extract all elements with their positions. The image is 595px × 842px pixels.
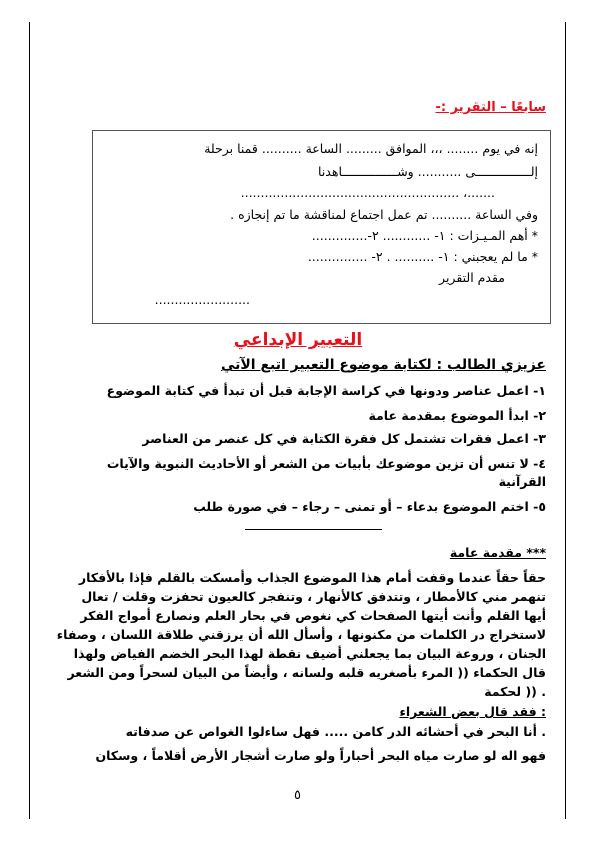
report-signer-label: مقدم التقرير (439, 270, 505, 285)
intro-line: . (( لحكمة (484, 684, 546, 699)
report-line: إلـــــــــــــــى ........... وشـــــــــــــــاهدنا (318, 164, 538, 179)
report-line: إنه في يوم ........ ،،، الموافق ......... الساعة .......... قمنا برحلة (204, 141, 538, 156)
report-signer-line: ........................ (154, 292, 250, 307)
poem-line: فهو اله لو صارت مياه البحر أحباراً ولو صارت أشجار الأرض أقلاماً ، وسكان (95, 748, 546, 763)
report-line: .......، ....................................................... (240, 185, 495, 200)
instruction-item: ٣- اعمل فقرات تشتمل كل فقرة الكتابة في كل عنصر من العناصر (142, 431, 546, 446)
report-line: * أهم المـيـزات : ١- ............ ٢-.............. (311, 228, 538, 243)
intro-line: الجنان ، وروعة البيان بما يجعلني أضيف نقطة لهذا البحر الخضم الفياض ولهذا (73, 646, 546, 661)
instruction-item: القرآنية (498, 474, 546, 489)
poets-heading: : فقد قال بعض الشعراء (399, 704, 546, 719)
intro-line: لاستخراج در الكلمات من مكنونها ، وأسأل الله أن يرزقني طلاقة اللسان ، وصفاء (56, 627, 546, 642)
report-box (92, 130, 551, 324)
intro-line: تنهمر مني كالأمطار ، وتتدفق كالأنهار ، وتنفجر كالعيون تحفزت وقلت / تعال (81, 589, 546, 604)
intro-line: حقاً حقاً عندما وقفت أمام هذا الموضوع الجذاب وأمسكت بالقلم فإذا بالأفكار (78, 570, 546, 585)
instruction-item: ٥- اختم الموضوع بدعاء – أو تمنى – رجاء – في صورة طلب (193, 499, 546, 514)
instruction-item: ١- اعمل عناصر ودونها في كراسة الإجابة قبل أن تبدأ في كتابة الموضوع (106, 383, 546, 398)
separator-line (245, 529, 382, 530)
report-line: * ما لم يعجبني : ١- .......... . ٢- ............... (307, 249, 538, 264)
creative-writing-title-text: التعبير الإبداعي (233, 330, 363, 350)
instructions-heading: عزيزي الطالب : لكتابة موضوع التعبير اتبع الآتي (220, 357, 546, 373)
report-line: وفي الساعة .......... تم عمل اجتماع لمناقشة ما تم إنجازه . (230, 207, 538, 222)
poem-line: . أنا البحر في أحشائه الدر كامن ..... فهل ساءلوا الغواص عن صدفاته (125, 724, 546, 739)
creative-writing-title (40, 330, 556, 350)
section-seven-title: سابعًا – التقرير :- (435, 100, 546, 115)
intro-heading: *** مقدمة عامة (449, 545, 546, 560)
instruction-item: ٤- لا تنس أن تزين موضوعك بأبيات من الشعر أو الأحاديث النبوية والآيات (106, 456, 546, 471)
page-number: ٥ (294, 788, 301, 803)
intro-line: قال الحكماء (( المرء بأصغريه قلبه ولسانه ، وأيضاً من البيان لسحراً ومن الشعر (67, 665, 546, 680)
instruction-item: ٢- ابدأ الموضوع بمقدمة عامة (368, 408, 546, 423)
intro-line: أيها القلم وأنت أيتها الصفحات كي نغوص في بحار العلم ونصارع أمواج الفكر (80, 608, 546, 623)
